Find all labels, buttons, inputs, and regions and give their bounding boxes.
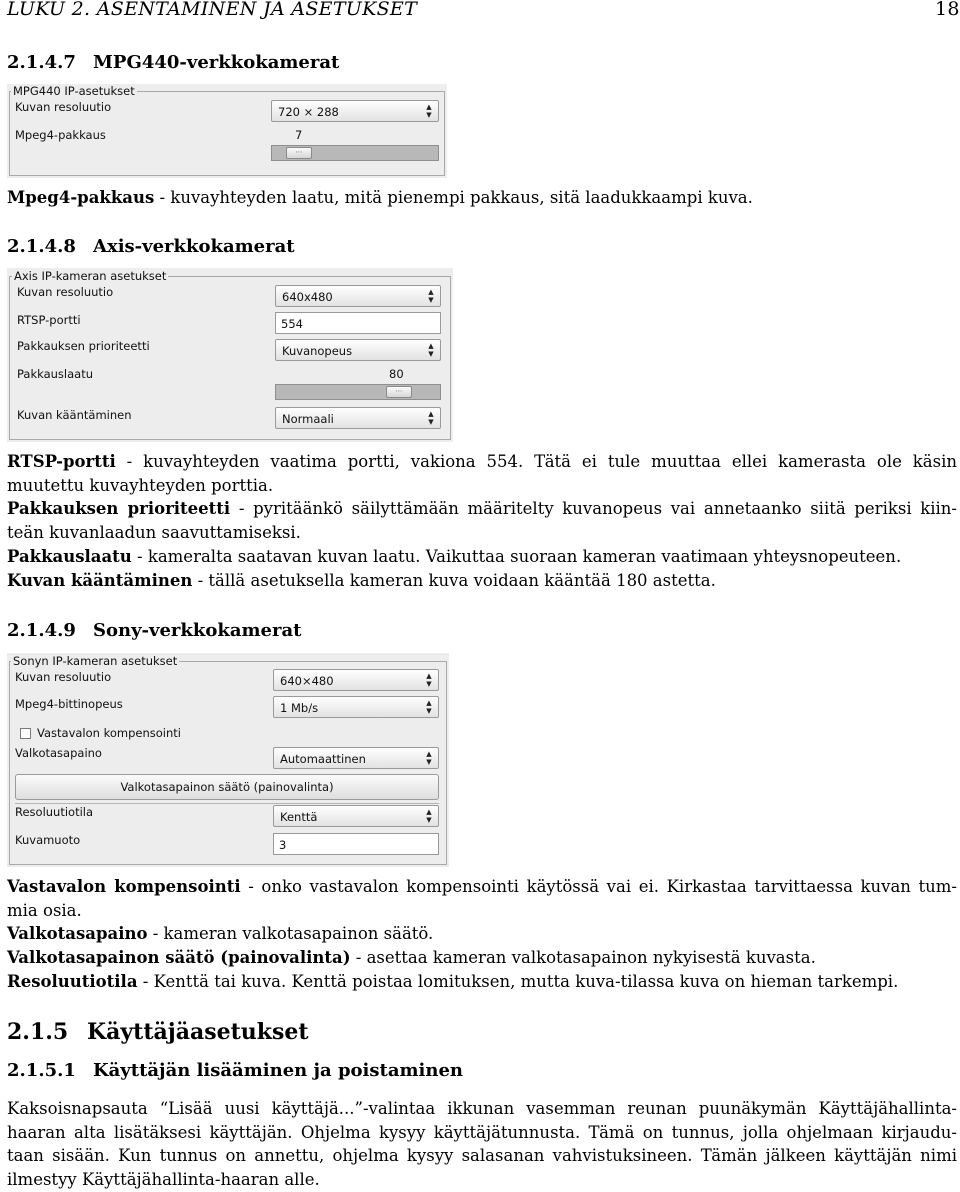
section-heading-user-settings xyxy=(7,1019,309,1045)
rtsp-label: RTSP-portti xyxy=(17,313,81,327)
resolution-value: 640x480 xyxy=(282,290,333,304)
rotation-value: Normaali xyxy=(282,412,334,426)
spin-arrows-icon: ▲ ▼ xyxy=(428,288,434,304)
section-number: 2.1.5.1 xyxy=(7,1060,76,1081)
mpg-description xyxy=(7,186,957,210)
term: Valkotasapaino xyxy=(7,924,148,944)
compression-value: 7 xyxy=(295,128,303,142)
rtsp-port-value: 554 xyxy=(281,317,303,331)
term: Resoluutiotila xyxy=(7,971,138,991)
term: Pakkauksen prioriteetti xyxy=(7,499,231,519)
sony-settings-panel xyxy=(7,653,449,867)
running-header xyxy=(7,0,417,20)
section-heading-user-add xyxy=(7,1060,463,1081)
rtsp-port-input[interactable] xyxy=(275,312,441,334)
definition: - Kenttä tai kuva. Kenttä poistaa lomituksen, mutta kuva-tilassa kuva on hieman tarkempi. xyxy=(137,971,899,991)
priority-label: Pakkauksen prioriteetti xyxy=(17,339,150,353)
mpg440-settings-panel xyxy=(7,84,447,178)
paragraph-line: taan sisään. Kun tunnus on annettu, ohjelma kysyy salasanan vahvistuksineen. Tämän jälkeen käyttäjän nimi xyxy=(7,1146,957,1166)
definition: - tällä asetuksella kameran kuva voidaan kääntää 180 astetta. xyxy=(192,570,716,590)
definition-continued: teän kuvanlaadun saavuttamiseksi. xyxy=(7,523,301,543)
white-balance-select[interactable] xyxy=(273,747,439,769)
term: Vastavalon kompensointi xyxy=(7,877,241,896)
resolution-value: 640×480 xyxy=(280,674,334,688)
spin-arrows-icon: ▲ ▼ xyxy=(426,103,432,119)
spin-arrows-icon: ▲ ▼ xyxy=(426,808,432,824)
axis-description xyxy=(7,450,957,592)
paragraph-line: haaran alta lisätäksesi käyttäjän. Ohjelma kysyy käyttäjätunnusta. Tämä on tunnus, jolla ohjelmaan kirjaudu- xyxy=(7,1122,957,1142)
section-title: Axis-verkkokamerat xyxy=(93,236,295,257)
chapter-title: LUKU 2. ASENTAMINEN JA ASETUKSET xyxy=(7,0,418,20)
wb-label: Valkotasapaino xyxy=(15,746,102,760)
resmode-label: Resoluutiotila xyxy=(15,805,94,819)
definition-continued: mia osia. xyxy=(7,900,82,920)
backlight-label: Vastavalon kompensointi xyxy=(37,726,181,740)
section-number: 2.1.4.7 xyxy=(7,52,76,73)
section-heading-axis xyxy=(7,236,295,257)
groupbox-legend: Sonyn IP-kameran asetukset xyxy=(13,654,178,668)
resolution-label: Kuvan resoluutio xyxy=(17,285,114,299)
section-title: Käyttäjän lisääminen ja poistaminen xyxy=(93,1060,463,1081)
quality-slider[interactable] xyxy=(275,384,441,400)
bitrate-label: Mpeg4-bittinopeus xyxy=(15,697,123,711)
white-balance-value: Automaattinen xyxy=(280,752,366,766)
resolution-mode-select[interactable] xyxy=(273,805,439,827)
paragraph-line: Kaksoisnapsauta “Lisää uusi käyttäjä...”-valintaa ikkunan vasemman reunan puunäkymän Käyttäjähallinta- xyxy=(7,1099,957,1118)
definition: - kuvayhteyden laatu, mitä pienempi pakkaus, sitä laadukkaampi kuva. xyxy=(154,188,753,207)
format-input[interactable] xyxy=(273,833,439,855)
resolution-value: 720 × 288 xyxy=(278,105,339,119)
section-number: 2.1.4.9 xyxy=(7,620,76,641)
groupbox-legend: MPG440 IP-asetukset xyxy=(13,84,135,98)
bitrate-value: 1 Mb/s xyxy=(280,701,319,715)
resolution-label: Kuvan resoluutio xyxy=(15,670,112,684)
compression-label: Mpeg4-pakkaus xyxy=(15,128,106,142)
section-title: MPG440-verkkokamerat xyxy=(93,52,340,73)
spin-arrows-icon: ▲ ▼ xyxy=(428,410,434,426)
resolution-label: Kuvan resoluutio xyxy=(15,100,112,114)
resolution-mode-value: Kenttä xyxy=(280,810,318,824)
definition: - asettaa kameran valkotasapainon nykyisestä kuvasta. xyxy=(350,948,816,968)
definition: - kameran valkotasapainon säätö. xyxy=(147,924,434,944)
section-number: 2.1.5 xyxy=(7,1019,69,1045)
rotation-label: Kuvan kääntäminen xyxy=(17,408,132,422)
definition: - pyritäänkö säilyttämään määritelty kuvanopeus vai annetaanko siitä periksi kiin- xyxy=(230,499,958,519)
spin-arrows-icon: ▲ ▼ xyxy=(426,672,432,688)
sony-description xyxy=(7,875,957,994)
definition: - onko vastavalon kompensointi käytössä vai ei. Kirkastaa tarvittaessa kuvan tum- xyxy=(240,877,958,896)
divider xyxy=(15,803,439,804)
term: Mpeg4-pakkaus xyxy=(7,188,155,207)
page-number: 18 xyxy=(935,0,960,20)
section-title: Sony-verkkokamerat xyxy=(93,620,302,641)
axis-settings-panel xyxy=(7,268,453,442)
resolution-select[interactable] xyxy=(271,100,439,122)
priority-value: Kuvanopeus xyxy=(282,344,353,358)
groupbox-legend: Axis IP-kameran asetukset xyxy=(14,269,167,283)
backlight-checkbox[interactable] xyxy=(20,728,31,739)
format-label: Kuvamuoto xyxy=(15,833,81,847)
definition: - kameralta saatavan kuvan laatu. Vaikuttaa suoraan kameran vaatimaan yhteysnopeuteen. xyxy=(131,546,902,566)
rotation-select[interactable] xyxy=(275,407,441,429)
slider-thumb[interactable]: ⋯ xyxy=(286,147,312,159)
term: Kuvan kääntäminen xyxy=(7,570,193,590)
resolution-select[interactable] xyxy=(275,285,441,307)
spin-arrows-icon: ▲ ▼ xyxy=(426,699,432,715)
term: RTSP-portti xyxy=(7,452,116,471)
paragraph-line: ilmestyy Käyttäjähallinta-haaran alle. xyxy=(7,1170,320,1190)
user-add-paragraph xyxy=(7,1097,957,1192)
resolution-select[interactable] xyxy=(273,669,439,691)
term: Pakkauslaatu xyxy=(7,546,132,566)
compression-slider[interactable] xyxy=(271,145,439,161)
priority-select[interactable] xyxy=(275,339,441,361)
definition: - kuvayhteyden vaatima portti, vakiona 554. Tätä ei tule muuttaa ellei kamerasta ole käsin xyxy=(115,452,957,471)
section-heading-sony xyxy=(7,620,301,641)
section-title: Käyttäjäasetukset xyxy=(87,1019,309,1045)
white-balance-adjust-button[interactable]: Valkotasapainon säätö (painovalinta) xyxy=(15,774,439,800)
bitrate-select[interactable] xyxy=(273,696,439,718)
spin-arrows-icon: ▲ ▼ xyxy=(428,342,434,358)
section-number: 2.1.4.8 xyxy=(7,236,76,257)
quality-label: Pakkauslaatu xyxy=(17,367,93,381)
term: Valkotasapainon säätö (painovalinta) xyxy=(7,948,351,968)
quality-value: 80 xyxy=(389,367,404,381)
slider-thumb[interactable]: ⋯ xyxy=(386,386,412,398)
definition-continued: muutettu kuvayhteyden porttia. xyxy=(7,475,274,495)
format-value: 3 xyxy=(279,838,287,852)
section-heading-mpg xyxy=(7,52,339,73)
spin-arrows-icon: ▲ ▼ xyxy=(426,750,432,766)
